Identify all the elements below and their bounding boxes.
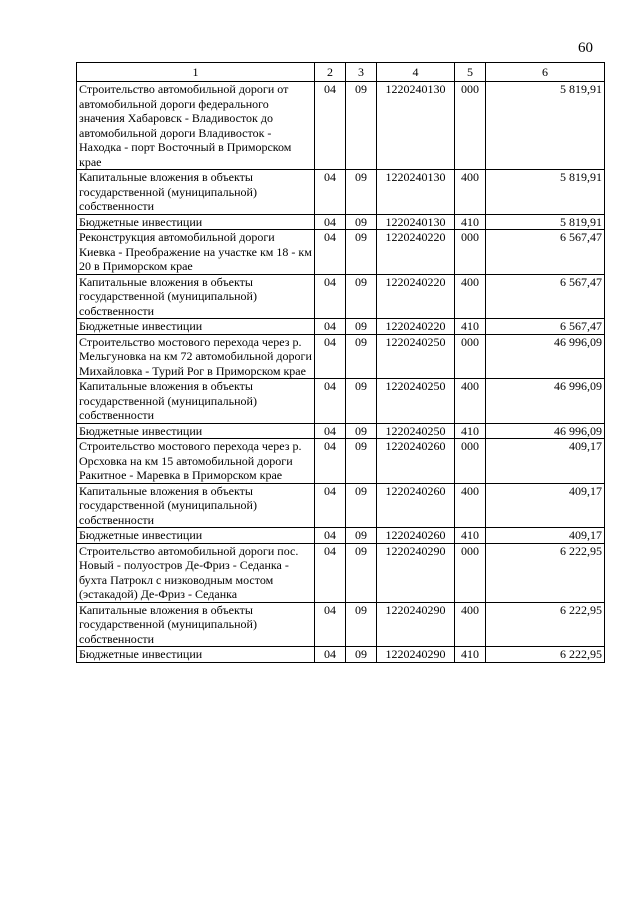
- row-section-cell: 04: [315, 483, 346, 528]
- header-cell: 1: [77, 63, 315, 82]
- row-subsection-cell: 09: [346, 602, 377, 647]
- row-expense-type-cell: 410: [455, 423, 486, 439]
- row-expense-type-cell: 000: [455, 439, 486, 484]
- row-target-article-cell: 1220240260: [377, 439, 455, 484]
- row-section-cell: 04: [315, 543, 346, 602]
- row-subsection-cell: 09: [346, 319, 377, 335]
- row-subsection-cell: 09: [346, 483, 377, 528]
- row-target-article-cell: 1220240260: [377, 528, 455, 544]
- row-subsection-cell: 09: [346, 214, 377, 230]
- row-expense-type-cell: 000: [455, 82, 486, 170]
- row-section-cell: 04: [315, 439, 346, 484]
- row-name-cell: Капитальные вложения в объекты государственной (муниципальной) собственности: [77, 379, 315, 424]
- header-cell: 6: [486, 63, 605, 82]
- row-amount-cell: 46 996,09: [486, 423, 605, 439]
- row-expense-type-cell: 410: [455, 528, 486, 544]
- row-subsection-cell: 09: [346, 379, 377, 424]
- row-section-cell: 04: [315, 334, 346, 379]
- row-amount-cell: 46 996,09: [486, 334, 605, 379]
- row-target-article-cell: 1220240260: [377, 483, 455, 528]
- row-name-cell: Бюджетные инвестиции: [77, 423, 315, 439]
- row-amount-cell: 409,17: [486, 528, 605, 544]
- row-target-article-cell: 1220240220: [377, 230, 455, 275]
- row-expense-type-cell: 000: [455, 543, 486, 602]
- row-name-cell: Капитальные вложения в объекты государственной (муниципальной) собственности: [77, 602, 315, 647]
- table-row: [77, 230, 605, 275]
- row-section-cell: 04: [315, 274, 346, 319]
- row-subsection-cell: 09: [346, 334, 377, 379]
- row-target-article-cell: 1220240250: [377, 423, 455, 439]
- row-subsection-cell: 09: [346, 423, 377, 439]
- row-amount-cell: 5 819,91: [486, 214, 605, 230]
- table-row: [77, 274, 605, 319]
- row-amount-cell: 409,17: [486, 439, 605, 484]
- row-amount-cell: 6 222,95: [486, 602, 605, 647]
- row-expense-type-cell: 000: [455, 230, 486, 275]
- row-section-cell: 04: [315, 647, 346, 663]
- row-subsection-cell: 09: [346, 543, 377, 602]
- row-expense-type-cell: 400: [455, 602, 486, 647]
- row-target-article-cell: 1220240220: [377, 319, 455, 335]
- row-name-cell: Бюджетные инвестиции: [77, 319, 315, 335]
- row-subsection-cell: 09: [346, 439, 377, 484]
- row-name-cell: Реконструкция автомобильной дороги Киевка - Преображение на участке км 18 - км 20 в Приморском крае: [77, 230, 315, 275]
- budget-table: [76, 62, 605, 663]
- row-expense-type-cell: 410: [455, 214, 486, 230]
- row-name-cell: Капитальные вложения в объекты государственной (муниципальной) собственности: [77, 483, 315, 528]
- header-cell: 4: [377, 63, 455, 82]
- row-name-cell: Бюджетные инвестиции: [77, 528, 315, 544]
- table-row: [77, 602, 605, 647]
- row-amount-cell: 6 567,47: [486, 319, 605, 335]
- row-expense-type-cell: 410: [455, 319, 486, 335]
- row-subsection-cell: 09: [346, 230, 377, 275]
- row-section-cell: 04: [315, 528, 346, 544]
- table-row: [77, 423, 605, 439]
- table-row: [77, 82, 605, 170]
- table-row: [77, 528, 605, 544]
- row-expense-type-cell: 410: [455, 647, 486, 663]
- row-name-cell: Строительство мостового перехода через р. Орсховка на км 15 автомобильной дороги Ракитное - Маревка в Приморском крае: [77, 439, 315, 484]
- table-row: [77, 647, 605, 663]
- row-target-article-cell: 1220240290: [377, 602, 455, 647]
- row-target-article-cell: 1220240130: [377, 214, 455, 230]
- table-row: [77, 439, 605, 484]
- row-name-cell: Строительство автомобильной дороги пос. Новый - полуостров Де-Фриз - Седанка - бухта Патрокл с низководным мостом (эстакадой) Де-Фриз - Седанка: [77, 543, 315, 602]
- table-row: [77, 334, 605, 379]
- table-body: [77, 82, 605, 663]
- table-row: [77, 214, 605, 230]
- table-row: [77, 543, 605, 602]
- row-expense-type-cell: 400: [455, 170, 486, 215]
- row-expense-type-cell: 400: [455, 379, 486, 424]
- row-amount-cell: 6 222,95: [486, 647, 605, 663]
- row-target-article-cell: 1220240290: [377, 543, 455, 602]
- row-expense-type-cell: 000: [455, 334, 486, 379]
- table-row: [77, 379, 605, 424]
- row-expense-type-cell: 400: [455, 483, 486, 528]
- table-row: [77, 170, 605, 215]
- row-amount-cell: 5 819,91: [486, 170, 605, 215]
- row-section-cell: 04: [315, 170, 346, 215]
- row-section-cell: 04: [315, 230, 346, 275]
- row-subsection-cell: 09: [346, 274, 377, 319]
- row-target-article-cell: 1220240130: [377, 82, 455, 170]
- row-name-cell: Строительство мостового перехода через р. Мельгуновка на км 72 автомобильной дороги Михайловка - Турий Рог в Приморском крае: [77, 334, 315, 379]
- row-section-cell: 04: [315, 82, 346, 170]
- header-cell: 2: [315, 63, 346, 82]
- row-name-cell: Бюджетные инвестиции: [77, 214, 315, 230]
- row-section-cell: 04: [315, 319, 346, 335]
- row-subsection-cell: 09: [346, 647, 377, 663]
- row-target-article-cell: 1220240130: [377, 170, 455, 215]
- row-subsection-cell: 09: [346, 528, 377, 544]
- row-amount-cell: 409,17: [486, 483, 605, 528]
- row-amount-cell: 5 819,91: [486, 82, 605, 170]
- row-name-cell: Капитальные вложения в объекты государственной (муниципальной) собственности: [77, 274, 315, 319]
- row-amount-cell: 6 222,95: [486, 543, 605, 602]
- header-cell: 3: [346, 63, 377, 82]
- table-header-row: [77, 63, 605, 82]
- row-amount-cell: 46 996,09: [486, 379, 605, 424]
- row-name-cell: Бюджетные инвестиции: [77, 647, 315, 663]
- row-target-article-cell: 1220240290: [377, 647, 455, 663]
- row-target-article-cell: 1220240220: [377, 274, 455, 319]
- table-row: [77, 319, 605, 335]
- row-target-article-cell: 1220240250: [377, 334, 455, 379]
- row-section-cell: 04: [315, 379, 346, 424]
- row-target-article-cell: 1220240250: [377, 379, 455, 424]
- table-row: [77, 483, 605, 528]
- row-name-cell: Капитальные вложения в объекты государственной (муниципальной) собственности: [77, 170, 315, 215]
- row-section-cell: 04: [315, 423, 346, 439]
- page-number: 60: [578, 40, 593, 56]
- row-amount-cell: 6 567,47: [486, 230, 605, 275]
- row-section-cell: 04: [315, 214, 346, 230]
- row-amount-cell: 6 567,47: [486, 274, 605, 319]
- row-name-cell: Строительство автомобильной дороги от автомобильной дороги федерального значения Хабаровск - Владивосток до автомобильной дороги Владивосток - Находка - порт Восточный в Приморском крае: [77, 82, 315, 170]
- row-subsection-cell: 09: [346, 170, 377, 215]
- row-section-cell: 04: [315, 602, 346, 647]
- row-subsection-cell: 09: [346, 82, 377, 170]
- row-expense-type-cell: 400: [455, 274, 486, 319]
- header-cell: 5: [455, 63, 486, 82]
